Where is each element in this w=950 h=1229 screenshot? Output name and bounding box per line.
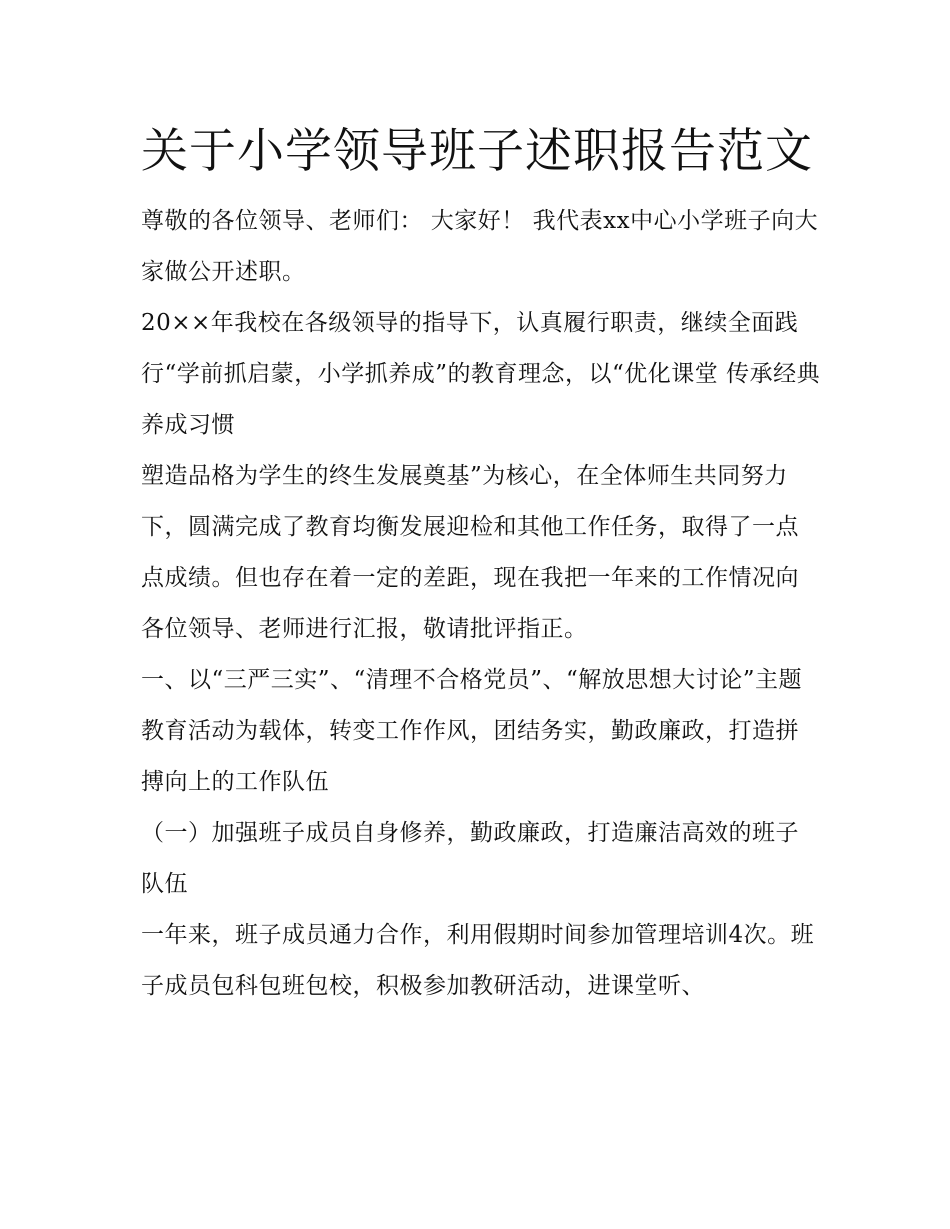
paragraph-greeting: 尊敬的各位领导、老师们： 大家好！ 我代表xx中心小学班子向大家做公开述职。 bbox=[141, 208, 819, 285]
document-title: 关于小学领导班子述职报告范文 bbox=[141, 124, 813, 179]
paragraph-intro: 20××年我校在各级领导的指导下，认真履行职责，继续全面践行“学前抓启蒙，小学抓养成”的教育理念，以“优化课堂 传承经典 养成习惯 bbox=[141, 310, 828, 438]
paragraph-summary: 塑造品格为学生的终生发展奠基”为核心，在全体师生共同努力下，圆满完成了教育均衡发展迎检和其他工作任务，取得了一点点成绩。但也存在着一定的差距，现在我把一年来的工作情况向各位领导、老师进行汇报，敬请批评指正。 bbox=[141, 463, 799, 642]
subsection-heading-1: （一）加强班子成员自身修养，勤政廉政，打造廉洁高效的班子队伍 bbox=[141, 820, 799, 897]
paragraph-body: 一年来，班子成员通力合作，利用假期时间参加管理培训4次。班子成员包科包班包校，积极参加教研活动，进课堂听、 bbox=[141, 922, 815, 999]
document-page bbox=[141, 112, 828, 1012]
section-heading-1: 一、以“三严三实”、“清理不合格党员”、“解放思想大讨论”主题教育活动为载体，转变工作作风，团结务实，勤政廉政，打造拼搏向上的工作队伍 bbox=[141, 667, 803, 795]
